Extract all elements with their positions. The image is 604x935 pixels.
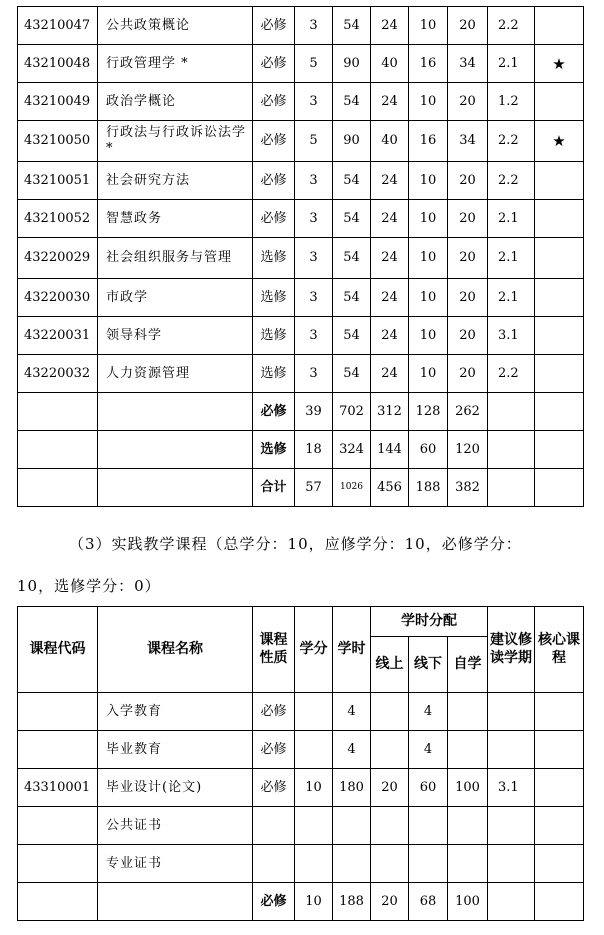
core-course-mark: ★: [535, 45, 584, 83]
course-code-cell: 43210050: [18, 121, 98, 162]
course-type-cell: 选修: [253, 279, 295, 317]
course-code-cell: 43210047: [18, 7, 98, 45]
course-name-cell: 公共证书: [98, 807, 253, 845]
course-type-cell: 必修: [253, 121, 295, 162]
core-course-mark: ★: [535, 121, 584, 162]
self-study-hours-cell: 34: [448, 121, 488, 162]
empty-cell: [98, 469, 253, 507]
empty-cell: [535, 469, 584, 507]
online-hours-cell: 24: [371, 200, 409, 238]
empty-cell: [535, 393, 584, 431]
course-type-cell: 选修: [253, 355, 295, 393]
summary-label: 选修: [253, 431, 295, 469]
table-row: [18, 693, 584, 731]
table-row: [18, 769, 584, 807]
empty-cell: [18, 393, 98, 431]
self-study-hours-cell: 20: [448, 279, 488, 317]
online-hours-cell: 40: [371, 45, 409, 83]
self-study-hours-cell: 20: [448, 7, 488, 45]
table-row: [18, 200, 584, 238]
credits-cell: 3: [295, 200, 333, 238]
core-course-mark: [535, 845, 584, 883]
online-hours-cell: 40: [371, 121, 409, 162]
semester-cell: 2.1: [488, 200, 535, 238]
table-row: [18, 807, 584, 845]
table-row: [18, 45, 584, 83]
course-name-cell: 社会研究方法: [98, 162, 253, 200]
summary-credits: 18: [295, 431, 333, 469]
section-heading-practice-courses-cont: 10，选修学分：0）: [17, 577, 161, 595]
self-study-hours-cell: 20: [448, 317, 488, 355]
summary-offline: 60: [409, 431, 448, 469]
online-hours-cell: [371, 807, 409, 845]
summary-self-study: 382: [448, 469, 488, 507]
offline-hours-cell: 16: [409, 45, 448, 83]
offline-hours-cell: 10: [409, 238, 448, 279]
course-code-cell: 43220031: [18, 317, 98, 355]
offline-hours-cell: 10: [409, 83, 448, 121]
summary-self-study: 120: [448, 431, 488, 469]
hours-cell: [333, 807, 371, 845]
summary-credits: 39: [295, 393, 333, 431]
semester-cell: 1.2: [488, 83, 535, 121]
core-course-mark: [535, 355, 584, 393]
header-course-code: 课程代码: [18, 607, 98, 693]
header-hour-distribution: 学时分配: [371, 607, 488, 637]
header-course-name: 课程名称: [98, 607, 253, 693]
course-name-cell: 入学教育: [98, 693, 253, 731]
course-name-cell: 行政法与行政诉讼法学*: [98, 121, 253, 162]
online-hours-cell: 24: [371, 238, 409, 279]
course-code-cell: 43220032: [18, 355, 98, 393]
semester-cell: 2.2: [488, 121, 535, 162]
offline-hours-cell: 16: [409, 121, 448, 162]
course-name-cell: 政治学概论: [98, 83, 253, 121]
empty-cell: [98, 883, 253, 921]
course-table-practice: [17, 606, 584, 921]
self-study-hours-cell: 20: [448, 162, 488, 200]
header-hours: 学时: [333, 607, 371, 693]
table-row: [18, 238, 584, 279]
course-code-cell: 43210049: [18, 83, 98, 121]
summary-offline: 188: [409, 469, 448, 507]
hours-cell: 54: [333, 279, 371, 317]
course-name-cell: 人力资源管理: [98, 355, 253, 393]
credits-cell: 3: [295, 83, 333, 121]
course-type-cell: 必修: [253, 83, 295, 121]
course-code-cell: [18, 693, 98, 731]
course-name-cell: 公共政策概论: [98, 7, 253, 45]
table-row: [18, 7, 584, 45]
summary-row: [18, 393, 584, 431]
header-credits: 学分: [295, 607, 333, 693]
credits-cell: 5: [295, 45, 333, 83]
summary-hours: 188: [333, 883, 371, 921]
course-code-cell: 43220029: [18, 238, 98, 279]
course-code-cell: [18, 807, 98, 845]
summary-offline: 68: [409, 883, 448, 921]
course-type-cell: [253, 845, 295, 883]
offline-hours-cell: 60: [409, 769, 448, 807]
semester-cell: 2.2: [488, 7, 535, 45]
semester-cell: 3.1: [488, 769, 535, 807]
online-hours-cell: 24: [371, 162, 409, 200]
summary-online: 312: [371, 393, 409, 431]
course-code-cell: 43210051: [18, 162, 98, 200]
core-course-mark: [535, 731, 584, 769]
hours-cell: 4: [333, 731, 371, 769]
hours-cell: 54: [333, 238, 371, 279]
semester-cell: [488, 807, 535, 845]
table-row: [18, 121, 584, 162]
course-type-cell: 必修: [253, 769, 295, 807]
empty-cell: [535, 431, 584, 469]
self-study-hours-cell: 20: [448, 355, 488, 393]
offline-hours-cell: 10: [409, 200, 448, 238]
core-course-mark: [535, 279, 584, 317]
hours-cell: 54: [333, 162, 371, 200]
course-code-cell: [18, 731, 98, 769]
empty-cell: [18, 883, 98, 921]
table-row: [18, 162, 584, 200]
offline-hours-cell: [409, 845, 448, 883]
summary-hours: 324: [333, 431, 371, 469]
offline-hours-cell: 10: [409, 355, 448, 393]
online-hours-cell: [371, 693, 409, 731]
header-online: 线上: [371, 637, 409, 693]
summary-offline: 128: [409, 393, 448, 431]
empty-cell: [98, 431, 253, 469]
self-study-hours-cell: 20: [448, 200, 488, 238]
credits-cell: 3: [295, 238, 333, 279]
course-type-cell: 必修: [253, 731, 295, 769]
semester-cell: 2.2: [488, 162, 535, 200]
semester-cell: 3.1: [488, 317, 535, 355]
offline-hours-cell: 4: [409, 731, 448, 769]
semester-cell: [488, 845, 535, 883]
empty-cell: [98, 393, 253, 431]
empty-cell: [488, 431, 535, 469]
hours-cell: 90: [333, 45, 371, 83]
summary-online: 144: [371, 431, 409, 469]
credits-cell: 3: [295, 317, 333, 355]
course-code-cell: 43310001: [18, 769, 98, 807]
core-course-mark: [535, 162, 584, 200]
section-heading-practice-courses: （3）实践教学课程（总学分：10，应修学分：10，必修学分：: [69, 535, 522, 553]
empty-cell: [18, 431, 98, 469]
hours-cell: [333, 845, 371, 883]
offline-hours-cell: 10: [409, 317, 448, 355]
course-type-cell: 必修: [253, 162, 295, 200]
table-row: [18, 279, 584, 317]
course-code-cell: 43210048: [18, 45, 98, 83]
hours-cell: 180: [333, 769, 371, 807]
online-hours-cell: 24: [371, 83, 409, 121]
summary-label: 必修: [253, 393, 295, 431]
credits-cell: 3: [295, 7, 333, 45]
empty-cell: [488, 469, 535, 507]
credits-cell: [295, 731, 333, 769]
credits-cell: 3: [295, 162, 333, 200]
table-row: [18, 355, 584, 393]
course-type-cell: 选修: [253, 238, 295, 279]
offline-hours-cell: 4: [409, 693, 448, 731]
semester-cell: 2.2: [488, 355, 535, 393]
course-type-cell: 必修: [253, 693, 295, 731]
online-hours-cell: 24: [371, 355, 409, 393]
online-hours-cell: 24: [371, 7, 409, 45]
course-type-cell: 选修: [253, 317, 295, 355]
course-name-cell: 毕业设计(论文): [98, 769, 253, 807]
hours-cell: 54: [333, 317, 371, 355]
course-code-cell: [18, 845, 98, 883]
semester-cell: [488, 731, 535, 769]
header-course-type: 课程性质: [253, 607, 295, 693]
self-study-hours-cell: 100: [448, 769, 488, 807]
credits-cell: [295, 693, 333, 731]
credits-cell: [295, 807, 333, 845]
core-course-mark: [535, 200, 584, 238]
course-name-cell: 专业证书: [98, 845, 253, 883]
core-course-mark: [535, 83, 584, 121]
summary-self-study: 262: [448, 393, 488, 431]
hours-cell: 4: [333, 693, 371, 731]
core-course-mark: [535, 317, 584, 355]
course-name-cell: 行政管理学 *: [98, 45, 253, 83]
summary-online: 20: [371, 883, 409, 921]
table-row: [18, 845, 584, 883]
header-core-course: 核心课程: [535, 607, 584, 693]
course-name-cell: 领导科学: [98, 317, 253, 355]
semester-cell: 2.1: [488, 238, 535, 279]
self-study-hours-cell: [448, 807, 488, 845]
hours-cell: 54: [333, 7, 371, 45]
course-code-cell: 43210052: [18, 200, 98, 238]
online-hours-cell: [371, 845, 409, 883]
course-name-cell: 智慧政务: [98, 200, 253, 238]
offline-hours-cell: 10: [409, 162, 448, 200]
online-hours-cell: 20: [371, 769, 409, 807]
table-row: [18, 317, 584, 355]
empty-cell: [488, 883, 535, 921]
offline-hours-cell: 10: [409, 279, 448, 317]
course-name-cell: 社会组织服务与管理: [98, 238, 253, 279]
empty-cell: [535, 883, 584, 921]
online-hours-cell: 24: [371, 279, 409, 317]
summary-row: [18, 469, 584, 507]
self-study-hours-cell: [448, 845, 488, 883]
summary-hours: 1026: [333, 469, 371, 507]
hours-cell: 54: [333, 355, 371, 393]
summary-label: 必修: [253, 883, 295, 921]
semester-cell: 2.1: [488, 45, 535, 83]
core-course-mark: [535, 807, 584, 845]
table-row: [18, 83, 584, 121]
empty-cell: [488, 393, 535, 431]
empty-cell: [18, 469, 98, 507]
credits-cell: 3: [295, 279, 333, 317]
course-table-professional: [17, 6, 584, 507]
self-study-hours-cell: 34: [448, 45, 488, 83]
course-type-cell: 必修: [253, 45, 295, 83]
offline-hours-cell: 10: [409, 7, 448, 45]
course-name-cell: 市政学: [98, 279, 253, 317]
credits-cell: [295, 845, 333, 883]
summary-credits: 57: [295, 469, 333, 507]
hours-cell: 54: [333, 200, 371, 238]
summary-credits: 10: [295, 883, 333, 921]
core-course-mark: [535, 7, 584, 45]
semester-cell: [488, 693, 535, 731]
credits-cell: 3: [295, 355, 333, 393]
course-name-cell: 毕业教育: [98, 731, 253, 769]
summary-row: [18, 883, 584, 921]
credits-cell: 10: [295, 769, 333, 807]
core-course-mark: [535, 238, 584, 279]
offline-hours-cell: [409, 807, 448, 845]
credits-cell: 5: [295, 121, 333, 162]
header-self-study: 自学: [448, 637, 488, 693]
header-offline: 线下: [409, 637, 448, 693]
self-study-hours-cell: 20: [448, 238, 488, 279]
course-code-cell: 43220030: [18, 279, 98, 317]
hours-cell: 90: [333, 121, 371, 162]
course-type-cell: 必修: [253, 7, 295, 45]
hours-cell: 54: [333, 83, 371, 121]
summary-self-study: 100: [448, 883, 488, 921]
table-row: [18, 731, 584, 769]
summary-online: 456: [371, 469, 409, 507]
self-study-hours-cell: [448, 693, 488, 731]
summary-hours: 702: [333, 393, 371, 431]
summary-label: 合计: [253, 469, 295, 507]
course-type-cell: [253, 807, 295, 845]
summary-row: [18, 431, 584, 469]
semester-cell: 2.1: [488, 279, 535, 317]
self-study-hours-cell: 20: [448, 83, 488, 121]
online-hours-cell: [371, 731, 409, 769]
core-course-mark: [535, 693, 584, 731]
core-course-mark: [535, 769, 584, 807]
course-type-cell: 必修: [253, 200, 295, 238]
header-suggested-semester: 建议修读学期: [488, 607, 535, 693]
self-study-hours-cell: [448, 731, 488, 769]
online-hours-cell: 24: [371, 317, 409, 355]
